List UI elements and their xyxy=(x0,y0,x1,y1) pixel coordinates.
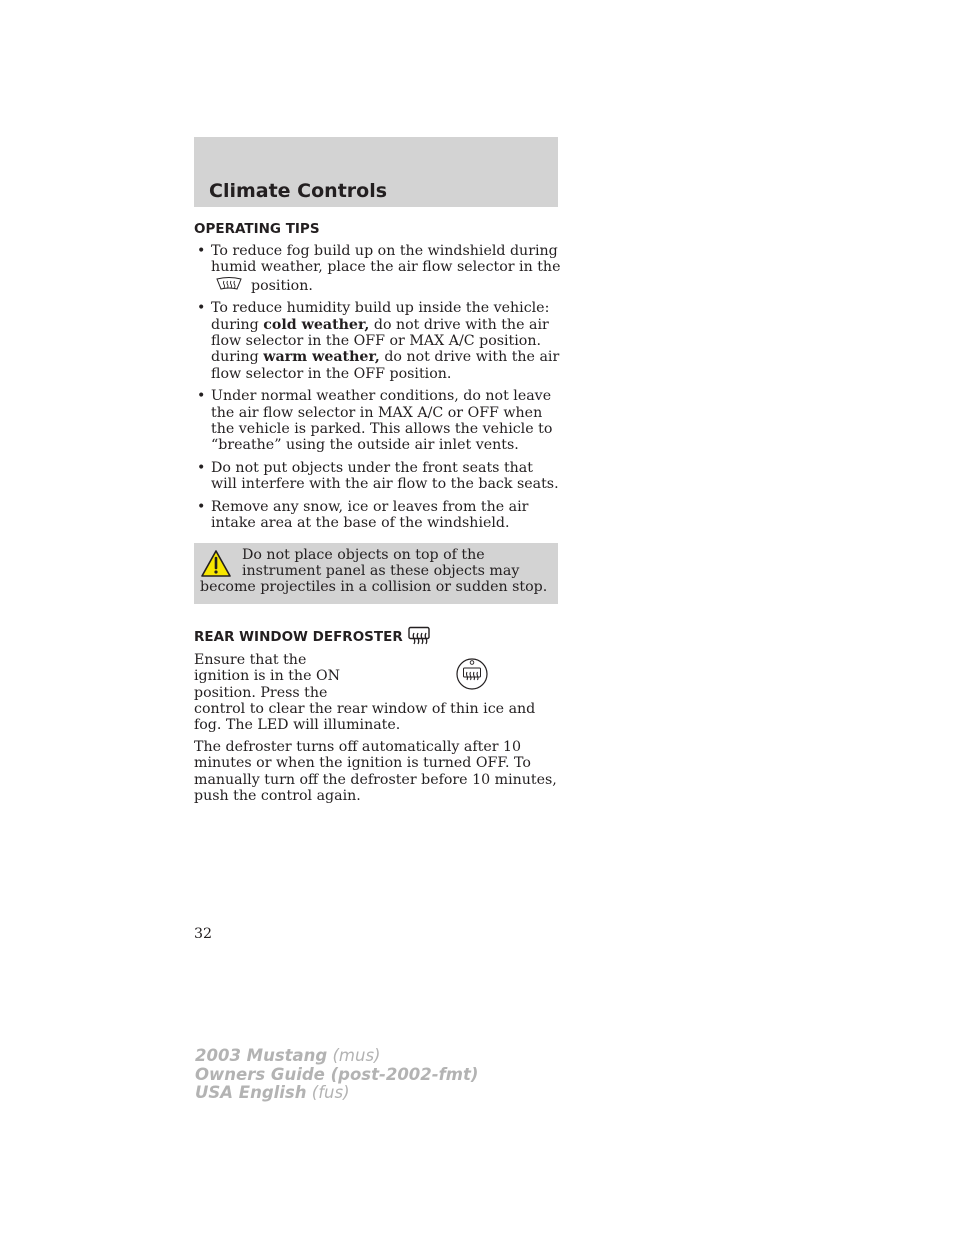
footer-line-language xyxy=(195,1084,478,1103)
warning-message xyxy=(200,547,552,596)
defroster-instructions xyxy=(194,652,558,733)
tip-item-fog xyxy=(194,243,562,294)
tip-text: To reduce fog build up on the windshield during humid weather, place the air flow selector in the xyxy=(211,243,561,276)
tip-emphasis: warm weather, xyxy=(263,349,380,366)
tip-text: during xyxy=(211,349,259,366)
footer-language-code: (fus) xyxy=(311,1083,350,1103)
section-title: Climate Controls xyxy=(209,180,388,202)
tip-text: position. xyxy=(251,277,313,294)
footer-model-code: (mus) xyxy=(332,1046,381,1065)
tip-text: To reduce humidity build up inside the vehicle: xyxy=(211,300,550,317)
page-number: 32 xyxy=(194,926,213,942)
defroster-instructions-text: Ensure that the ignition is in the ON position. Press the control to clear the rear window of thin ice and fog. The LED will illuminate. xyxy=(194,652,536,734)
footer-language: USA English xyxy=(195,1083,307,1103)
rear-defroster-heading xyxy=(194,626,431,646)
document-footer xyxy=(195,1047,478,1103)
tip-item-snow: • Remove any snow, ice or leaves from the air intake area at the base of the windshield. xyxy=(194,499,562,532)
tip-text: do not drive with the air flow selector in the OFF or MAX A/C position. xyxy=(211,316,549,349)
footer-line-model xyxy=(195,1047,478,1066)
tip-item-parked: • Under normal weather conditions, do not leave the air flow selector in MAX A/C or OFF when the vehicle is parked. This allows the vehicle to “breathe” using the outside air inlet vents. xyxy=(194,388,562,453)
footer-model: 2003 Mustang xyxy=(195,1046,328,1065)
warning-box xyxy=(194,543,558,604)
tip-item-humidity xyxy=(194,300,562,381)
operating-tips-heading: OPERATING TIPS xyxy=(194,221,320,237)
windshield-defrost-icon xyxy=(215,276,243,292)
tip-emphasis: cold weather, xyxy=(263,316,370,333)
rear-defrost-button-icon xyxy=(455,655,489,691)
tip-item-seats: • Do not put objects under the front seats that will interfere with the air flow to the back seats. xyxy=(194,460,562,493)
footer-guide: Owners Guide (post-2002-fmt) xyxy=(195,1064,479,1084)
tip-text: during xyxy=(211,316,259,333)
section-header-band xyxy=(194,137,558,207)
rear-defrost-icon xyxy=(407,626,431,646)
footer-line-guide xyxy=(195,1066,478,1085)
tip-text: do not drive with the air flow selector in the OFF position. xyxy=(211,349,560,382)
warning-text: Do not place objects on top of the instrument panel as these objects may become projectiles in a collision or sudden stop. xyxy=(200,547,548,596)
rear-defroster-heading-text: REAR WINDOW DEFROSTER xyxy=(194,629,403,645)
defroster-auto-off: The defroster turns off automatically after 10 minutes or when the ignition is turned OFF. To manually turn off the defroster before 10 minutes, push the control again. xyxy=(194,739,557,804)
operating-tips-list xyxy=(194,243,562,538)
